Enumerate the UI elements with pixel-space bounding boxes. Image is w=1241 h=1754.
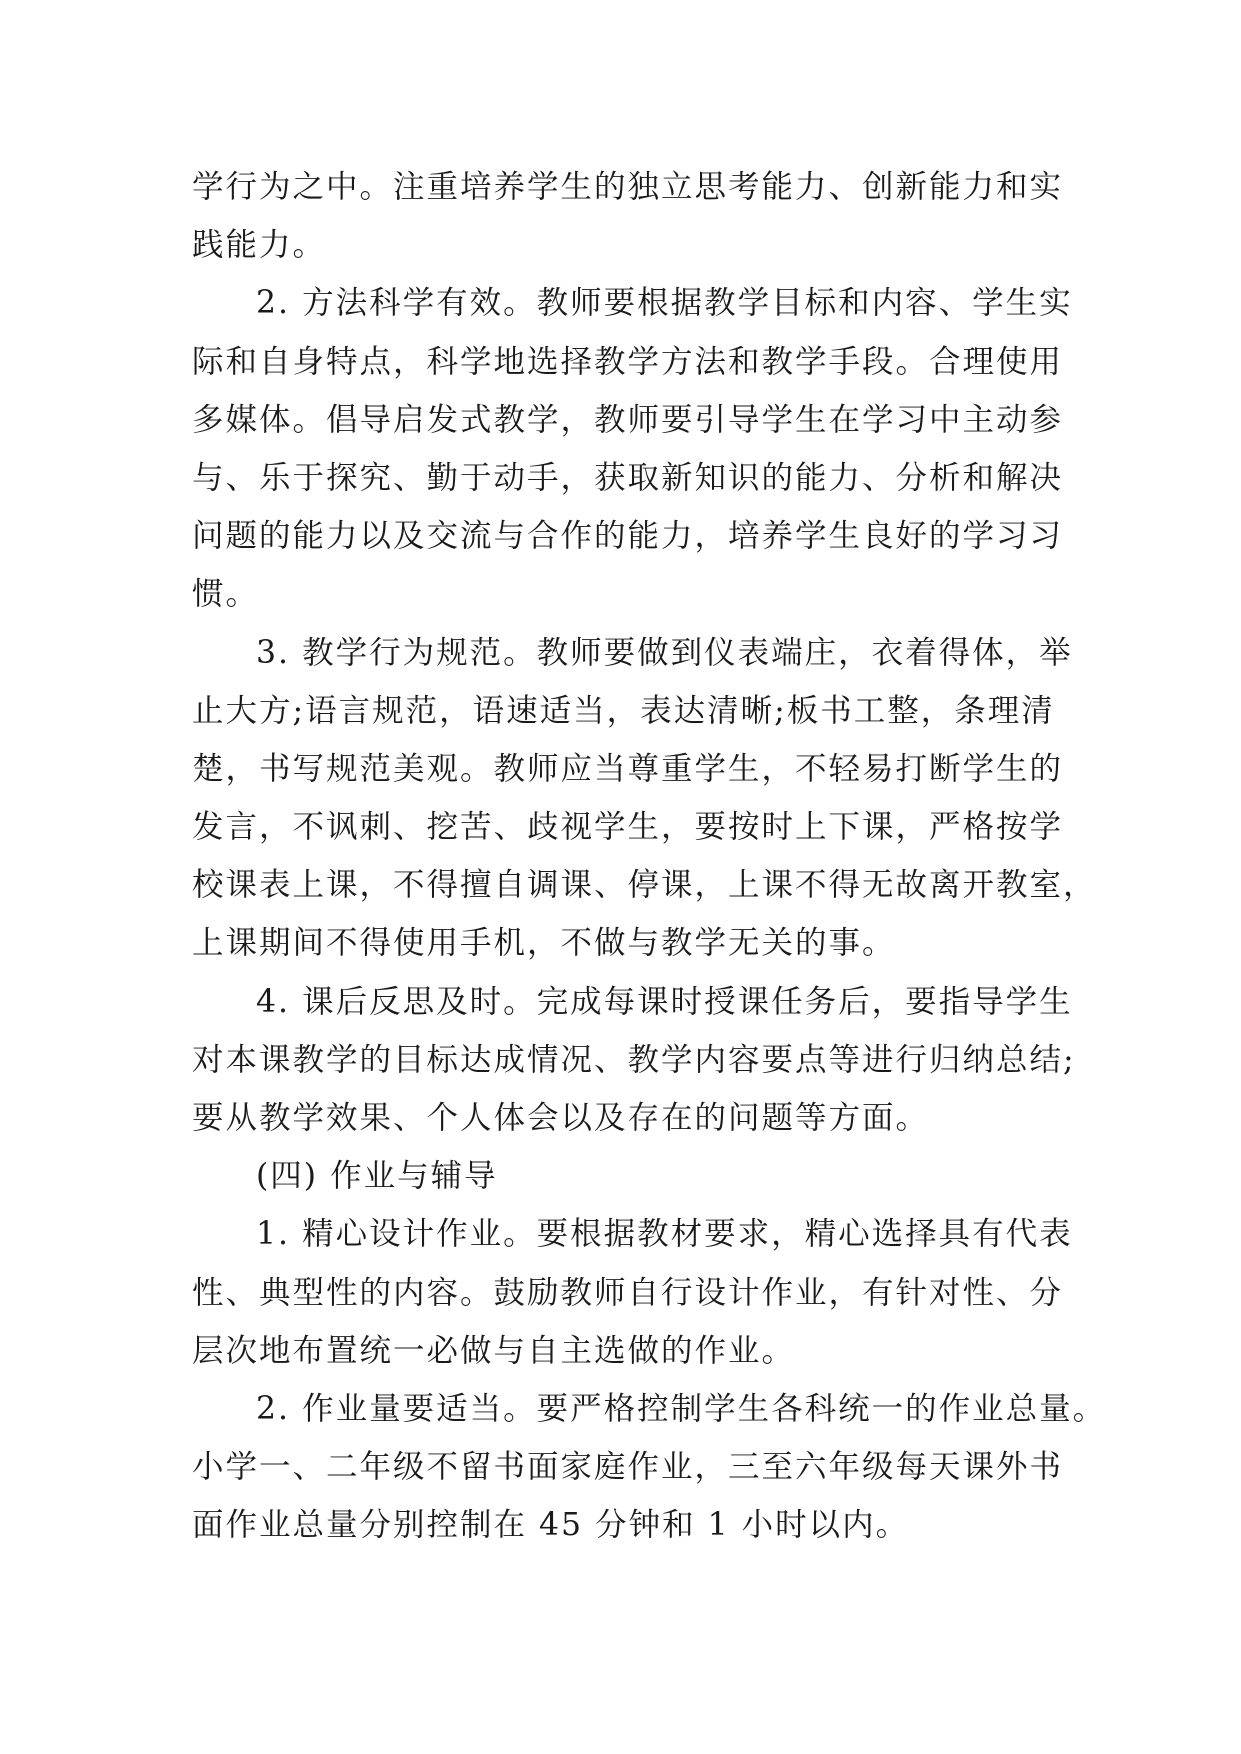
section-heading: (四) 作业与辅导 [256,1158,498,1195]
text-line: 校课表上课，不得擅自调课、停课，上课不得无故离开教室， [192,867,1097,904]
text-line: 上课期间不得使用手机，不做与教学无关的事。 [192,925,896,962]
text-line: 惯。 [192,576,260,613]
text-line: 1. 精心设计作业。要根据教材要求，精心选择具有代表 [256,1216,1073,1253]
text-line: 2. 方法科学有效。教师要根据教学目标和内容、学生实 [256,285,1073,322]
text-line: 多媒体。倡导启发式教学，教师要引导学生在学习中主动参 [192,401,1064,438]
text-line: 要从教学效果、个人体会以及存在的问题等方面。 [192,1100,930,1136]
text-line: 对本课教学的目标达成情况、教学内容要点等进行归纳总结; [192,1041,1076,1078]
text-line: 面作业总量分别控制在 45 分钟和 1 小时以内。 [192,1507,910,1544]
text-line: 止大方;语言规范，语速适当，表达清晰;板书工整，条理清 [192,692,1055,729]
text-line: 层次地布置统一必做与自主选做的作业。 [192,1332,796,1369]
text-line: 小学一、二年级不留书面家庭作业，三至六年级每天课外书 [192,1449,1064,1486]
text-line: 际和自身特点，科学地选择教学方法和教学手段。合理使用 [192,343,1064,380]
text-line: 性、典型性的内容。鼓励教师自行设计作业，有针对性、分 [192,1274,1064,1311]
text-line: 3. 教学行为规范。教师要做到仪表端庄，衣着得体，举 [256,634,1073,671]
text-line: 与、乐于探究、勤于动手，获取新知识的能力、分析和解决 [192,459,1064,496]
text-line: 发言，不讽刺、挖苦、歧视学生，要按时上下课，严格按学 [192,809,1064,846]
text-line: 学行为之中。注重培养学生的独立思考能力、创新能力和实 [192,169,1064,205]
text-line: 问题的能力以及交流与合作的能力，培养学生良好的学习习 [192,518,1064,555]
document-body [192,158,1107,1555]
text-line: 楚，书写规范美观。教师应当尊重学生，不轻易打断学生的 [192,750,1064,787]
text-line: 践能力。 [192,227,327,264]
text-line: 4. 课后反思及时。完成每课时授课任务后，要指导学生 [256,983,1073,1020]
text-line: 2. 作业量要适当。要严格控制学生各科统一的作业总量。 [256,1390,1107,1427]
